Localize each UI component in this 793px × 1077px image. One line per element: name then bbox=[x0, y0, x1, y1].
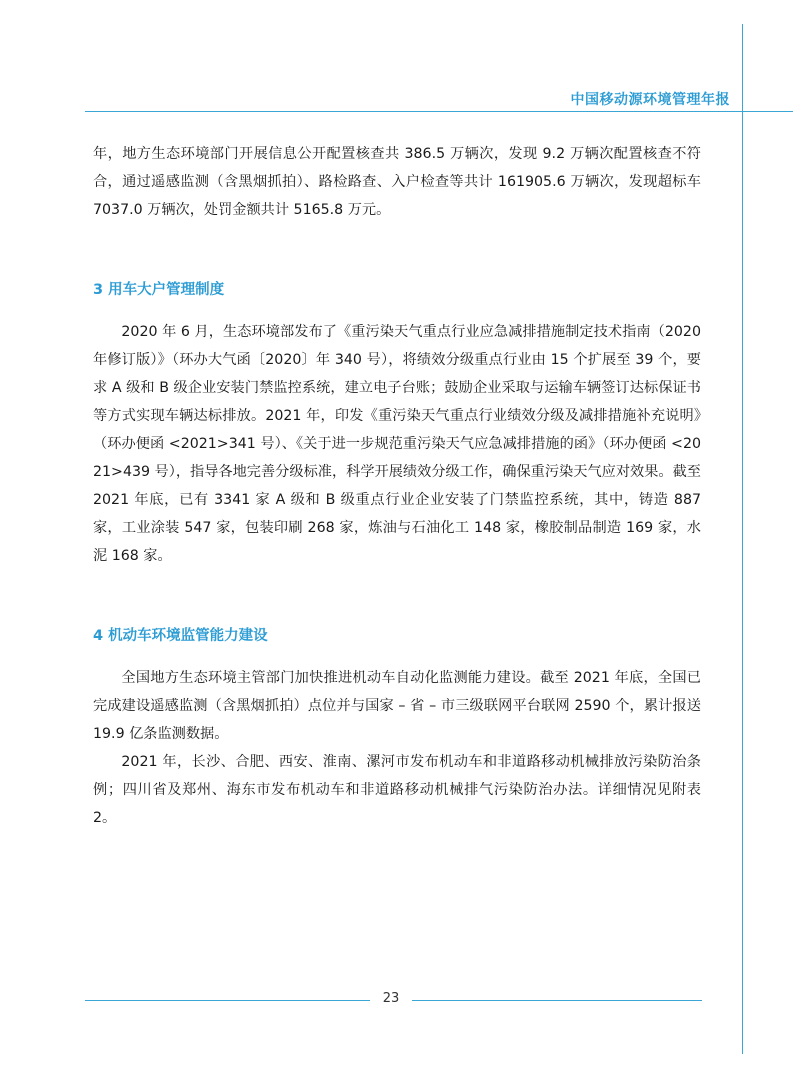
section-3-paragraph: 2020 年 6 月，生态环境部发布了《重污染天气重点行业应急减排措施制定技术指南（2020 年修订版）》（环办大气函〔2020〕年 340 号），将绩效分级重点行业由 15 个扩展至 39 个，要求 A 级和 B 级企业安装门禁监控系统，建立电子台账；鼓励企业采取与运输车辆签订达标保证书等方式实现车辆达标排放。2021 年，印发《重污染天气重点行业绩效分级及减排措施补充说明》（环办便函 <2021>341 号）、《关于进一步规范重污染天气应急减排措施的函》（环办便函 <2021>439 号），指导各地完善分级标准，科学开展绩效分级工作，确保重污染天气应对效果。截至 2021 年底，已有 3341 家 A 级和 B 级重点行业企业安装了门禁监控系统，其中，铸造 887 家，工业涂装 547 家，包装印刷 268 家，炼油与石油化工 148 家，橡胶制品制造 169 家，水泥 168 家。 bbox=[93, 324, 701, 564]
running-header-title: 中国移动源环境管理年报 bbox=[570, 92, 730, 108]
section-3-heading: 3 用车大户管理制度 bbox=[93, 282, 225, 298]
header-rule bbox=[85, 111, 793, 112]
vertical-margin-rule bbox=[742, 24, 743, 1054]
spacer bbox=[93, 224, 701, 276]
intro-paragraph: 年，地方生态环境部门开展信息公开配置核查共 386.5 万辆次，发现 9.2 万辆次配置核查不符合，通过遥感监测（含黑烟抓拍）、路检路查、入户检查等共计 161905.6 万辆次，发现超标车 7037.0 万辆次，处罚金额共计 5165.8 万元。 bbox=[93, 146, 701, 218]
spacer bbox=[93, 570, 701, 622]
spacer bbox=[93, 304, 701, 318]
spacer bbox=[93, 650, 701, 664]
section-4-paragraph-2: 2021 年，长沙、合肥、西安、淮南、漯河市发布机动车和非道路移动机械排放污染防治条例；四川省及郑州、海东市发布机动车和非道路移动机械排气污染防治办法。详细情况见附表 2。 bbox=[93, 754, 701, 826]
footer-rule-left bbox=[85, 1000, 370, 1001]
page-body bbox=[93, 140, 701, 832]
section-4-paragraph-1: 全国地方生态环境主管部门加快推进机动车自动化监测能力建设。截至 2021 年底，全国已完成建设遥感监测（含黑烟抓拍）点位并与国家 – 省 – 市三级联网平台联网 2590 个，累计报送 19.9 亿条监测数据。 bbox=[93, 670, 701, 742]
footer-rule-right bbox=[412, 1000, 702, 1001]
page-number: 23 bbox=[382, 991, 400, 1006]
section-4-heading: 4 机动车环境监管能力建设 bbox=[93, 628, 268, 644]
